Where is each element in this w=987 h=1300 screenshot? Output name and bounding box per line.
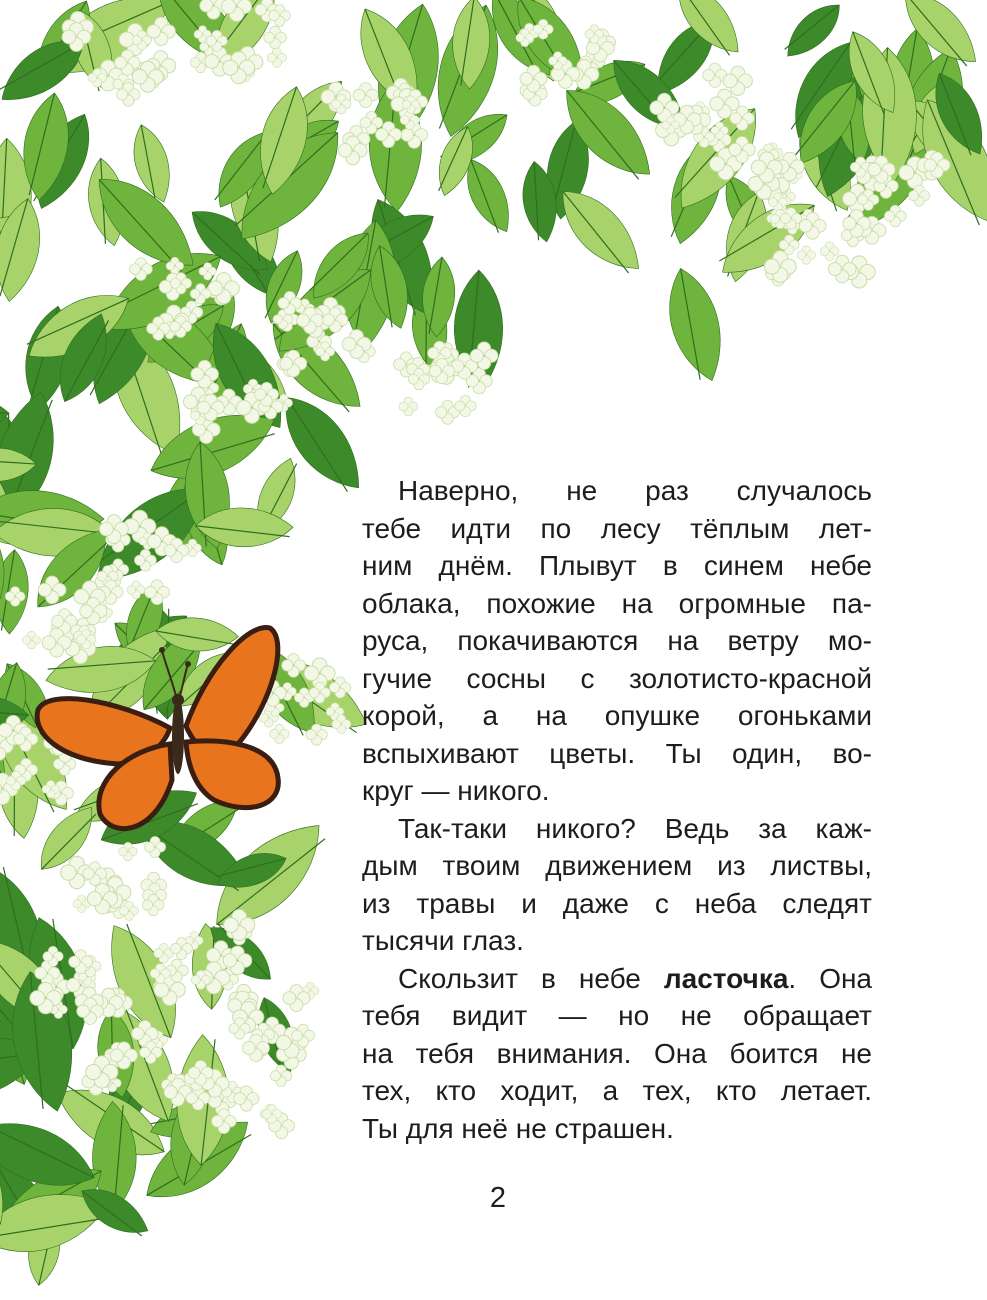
text-line: дым твоим движением из листвы, (362, 850, 872, 881)
text-line (362, 960, 872, 998)
blossom (820, 242, 839, 261)
paragraph (362, 472, 872, 810)
text-line: ним днём. Плывут в синем небе (362, 550, 872, 581)
page-number: 2 (489, 1182, 507, 1214)
leaf (0, 1296, 2, 1300)
blossom (797, 246, 815, 264)
text-line: тебе идти по лесу тёплым лет- (362, 512, 872, 544)
leaf (662, 264, 728, 386)
blossom (23, 631, 41, 649)
bold-term: ласточка (663, 962, 789, 994)
text-line: тех, кто ходит, а тех, кто летает. (362, 1075, 872, 1106)
body-text (362, 472, 872, 1147)
paragraph (362, 810, 872, 960)
text-line: гучие сосны с золотисто-красной (362, 662, 872, 694)
text-line: Ты для неё не страшен. (362, 1112, 674, 1144)
blossom (264, 26, 287, 49)
blossom (119, 842, 137, 860)
text-line: руса, покачиваются на ветру мо- (362, 625, 872, 656)
paragraph (362, 960, 872, 1148)
text-line: тысячи глаз. (362, 925, 524, 956)
text-line: тебя видит — но не обращает (362, 1000, 872, 1031)
text-segment: Скользит в небе (398, 962, 664, 994)
text-line: корой, а на опушке огоньками (362, 700, 872, 731)
text-line: круг — никого. (362, 775, 550, 806)
blossom (267, 48, 286, 67)
text-line: Наверно, не раз случалось (398, 475, 872, 506)
text-segment: . Она (788, 962, 873, 994)
blossom (399, 397, 418, 416)
text-line: облака, похожие на огромные па- (362, 587, 872, 619)
blossom (353, 83, 378, 108)
blossom (270, 724, 290, 744)
text-line: вспыхивают цветы. Ты один, во- (362, 737, 872, 769)
text-line: на тебя внимания. Она боится не (362, 1037, 872, 1069)
text-line: из травы и даже с неба следят (362, 887, 872, 919)
leaf (549, 175, 650, 286)
text-line: Так-таки никого? Ведь за каж- (398, 812, 872, 844)
butterfly-wing (186, 741, 278, 808)
